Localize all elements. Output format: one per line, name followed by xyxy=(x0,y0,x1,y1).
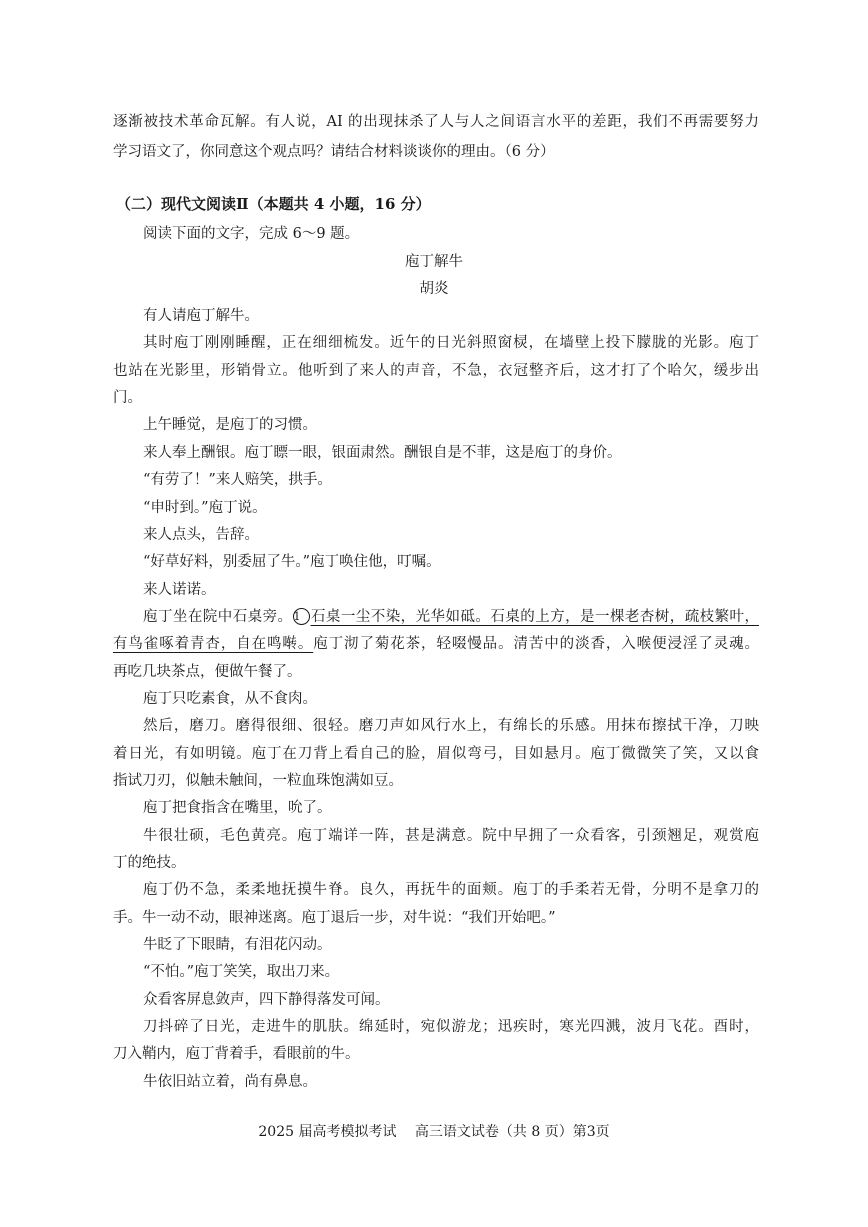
article-line: 众看客屏息敛声，四下静得落发可闻。 xyxy=(143,992,390,1008)
underlined-passage: 有鸟雀啄着青杏，自在鸣啭。 xyxy=(113,636,314,652)
article-line: “好草好料，别委屈了牛。”庖丁唤住他，叮嘱。 xyxy=(143,554,441,570)
article-line: “不怕。”庖丁笑笑，取出刀来。 xyxy=(143,964,340,980)
article-line xyxy=(143,607,759,627)
article-line: 也站在光影里，形销骨立。他听到了来人的声音，不急，衣冠整齐后，这才打了个哈欠，缓步出 xyxy=(113,363,759,379)
article-text: 庖丁沏了菊花茶，轻啜慢品。清苦中的淡香，入喉便浸淫了灵魂。 xyxy=(313,636,760,652)
article-line: 再吃几块茶点，便做午餐了。 xyxy=(113,664,302,680)
carryover-line-1: 逐渐被技术革命瓦解。有人说，AI 的出现抹杀了人与人之间语言水平的差距，我们不再需要努力 xyxy=(113,114,759,130)
article-line: 丁的绝技。 xyxy=(113,855,186,871)
section-instruction: 阅读下面的文字，完成 6～9 题。 xyxy=(143,226,360,242)
page-footer: 2025 届高考模拟考试 高三语文试卷（共 8 页）第3页 xyxy=(258,1124,610,1140)
article-text: 庖丁坐在院中石桌旁。 xyxy=(143,609,293,625)
article-line xyxy=(113,634,759,654)
article-line: 刀抖碎了日光，走进牛的肌肤。绵延时，宛似游龙；迅疾时，寒光四溅，波月飞花。酉时， xyxy=(143,1019,759,1035)
article-line: “有劳了！”来人赔笑，拱手。 xyxy=(143,472,332,488)
article-line: 门。 xyxy=(113,390,142,406)
article-line: 刀入鞘内，庖丁背着手，看眼前的牛。 xyxy=(113,1046,360,1062)
article-line: 来人奉上酬银。庖丁瞟一眼，银面肃然。酬银自是不菲，这是庖丁的身价。 xyxy=(143,445,622,461)
section-heading: （二）现代文阅读Ⅱ（本题共 4 小题，16 分） xyxy=(116,195,431,213)
article-line: “申时到。”庖丁说。 xyxy=(143,500,267,516)
article-line: 庖丁只吃素食，从不食肉。 xyxy=(143,691,317,707)
article-line: 牛眨了下眼睛，有泪花闪动。 xyxy=(143,937,332,953)
article-line: 有人请庖丁解牛。 xyxy=(143,308,259,324)
article-line: 上午睡觉，是庖丁的习惯。 xyxy=(143,417,317,433)
article-line: 其时庖丁刚刚睡醒，正在细细梳发。近午的日光斜照窗棂，在墙壁上投下朦胧的光影。庖丁 xyxy=(143,335,759,351)
underlined-passage: 石桌一尘不染，光华如砥。石桌的上方，是一棵老杏树，疏枝繁叶， xyxy=(310,609,759,625)
article-line: 来人点头，告辞。 xyxy=(143,527,259,543)
article-line: 来人诺诺。 xyxy=(143,582,216,598)
article-line: 着日光，有如明镜。庖丁在刀背上看自己的脸，眉似弯弓，目如悬月。庖丁微微笑了笑，又以食 xyxy=(113,746,759,762)
article-author: 胡炎 xyxy=(419,281,449,297)
article-line: 庖丁仍不急，柔柔地抚摸牛脊。良久，再抚牛的面颊。庖丁的手柔若无骨，分明不是拿刀的 xyxy=(143,882,759,898)
article-line: 牛很壮硕，毛色黄亮。庖丁端详一阵，甚是满意。院中早拥了一众看客，引颈翘足，观赏庖 xyxy=(143,828,759,844)
article-line: 然后，磨刀。磨得很细、很轻。磨刀声如风行水上，有绵长的乐感。用抹布擦拭干净，刀映 xyxy=(143,718,759,734)
article-line: 手。牛一动不动，眼神迷离。庖丁退后一步，对牛说：“我们开始吧。” xyxy=(113,910,556,926)
article-line: 庖丁把食指含在嘴里，吮了。 xyxy=(143,800,332,816)
article-title: 庖丁解牛 xyxy=(405,254,463,270)
article-line: 牛依旧站立着，尚有鼻息。 xyxy=(143,1074,317,1090)
carryover-line-2: 学习语文了，你同意这个观点吗？请结合材料谈谈你的理由。（6 分） xyxy=(113,144,555,160)
article-line: 指试刀刃，似触未触间，一粒血珠饱满如豆。 xyxy=(113,773,403,789)
circled-marker: 1 xyxy=(293,608,310,625)
